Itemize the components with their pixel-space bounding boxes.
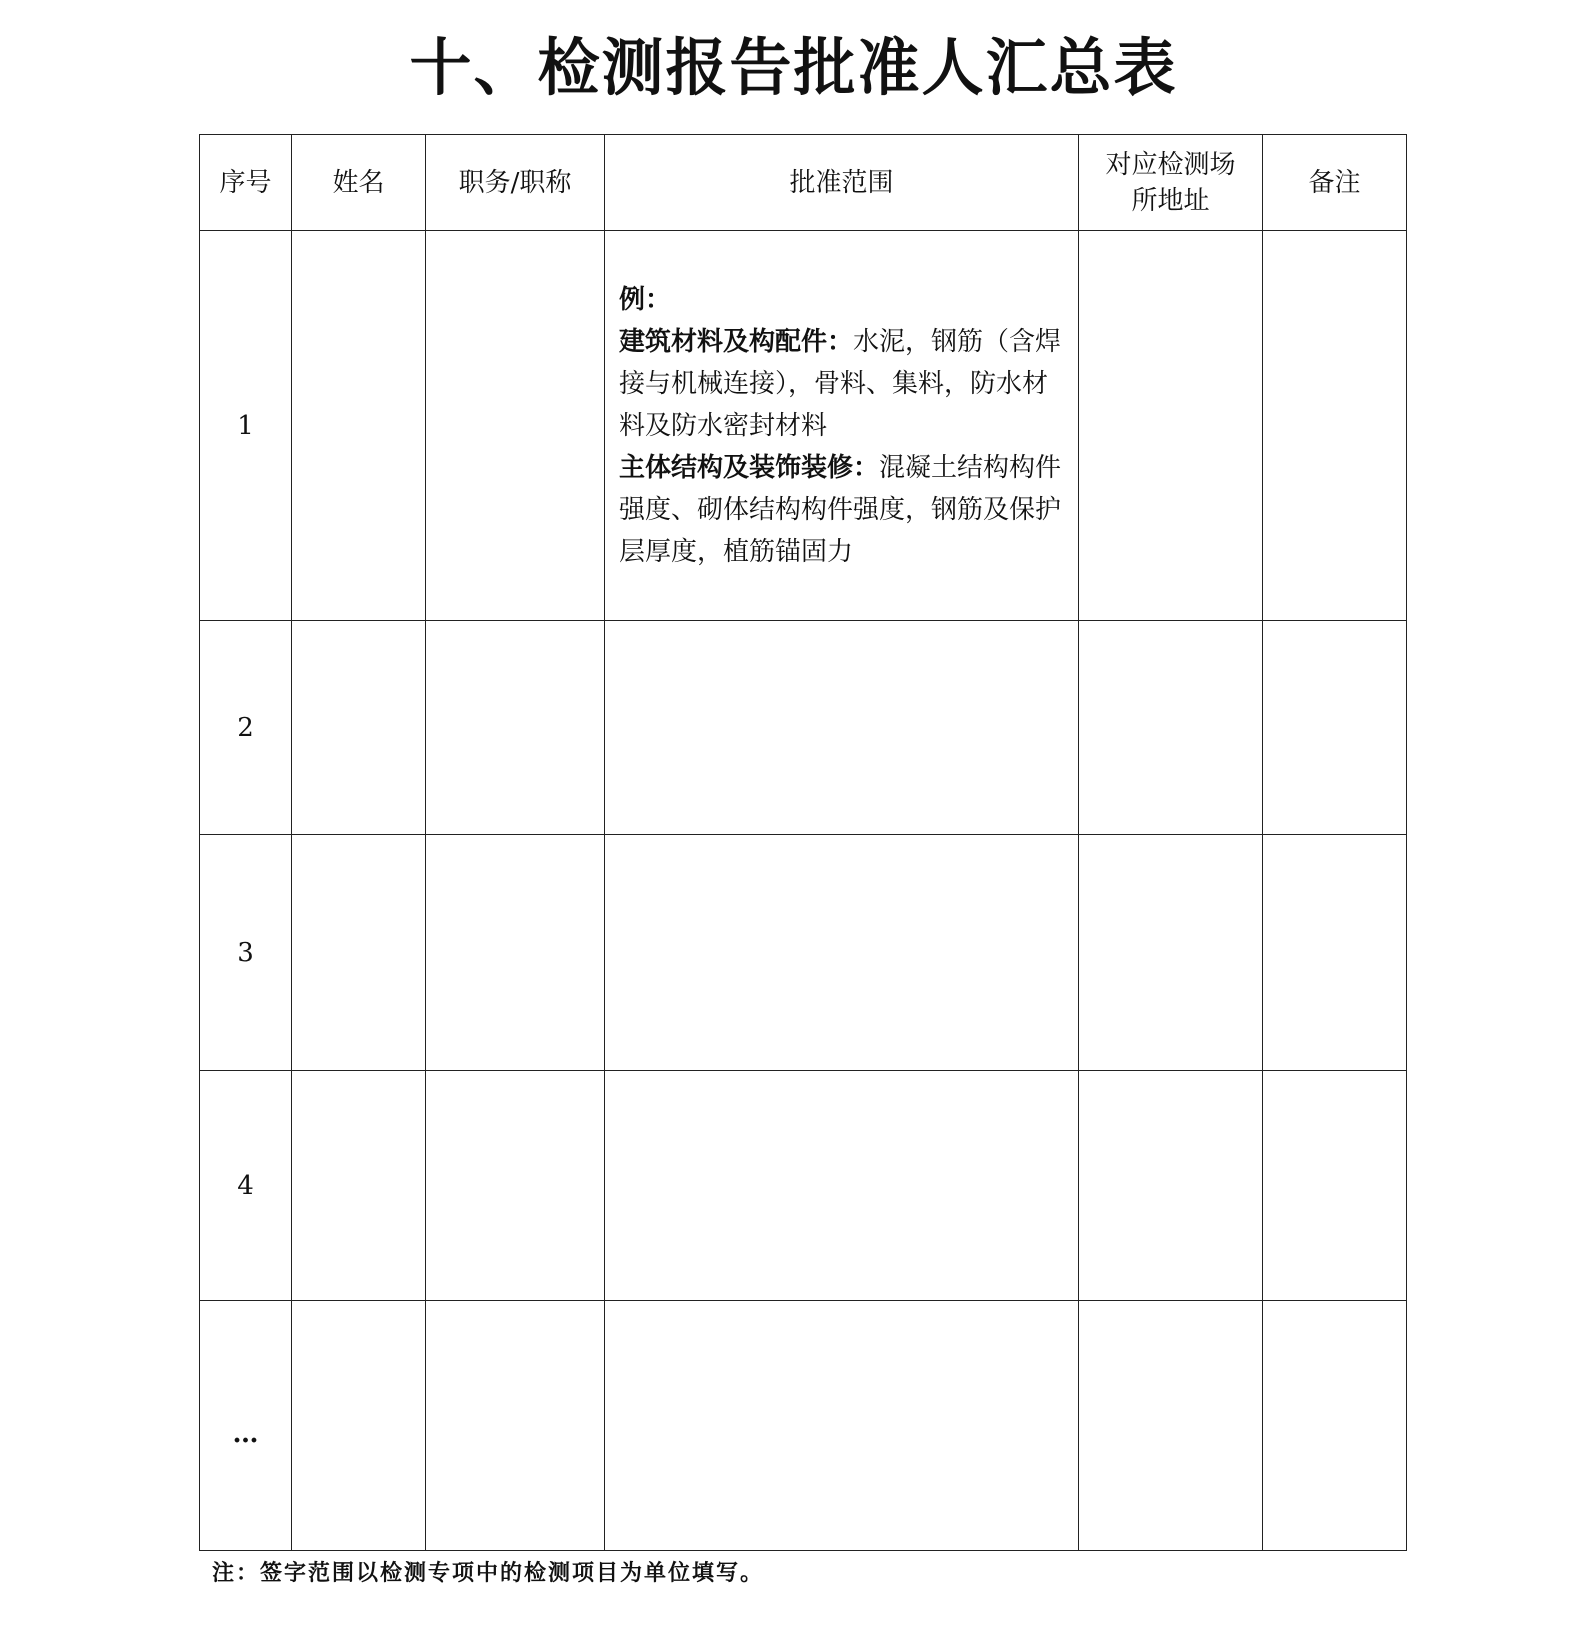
row-name-cell[interactable]	[292, 1301, 426, 1551]
table-header-row	[200, 135, 1407, 231]
row-scope-cell[interactable]	[605, 1301, 1079, 1551]
table-row	[200, 621, 1407, 835]
category-materials-label: 建筑材料及构配件：	[619, 326, 854, 357]
row-position-cell[interactable]	[426, 231, 605, 621]
approver-summary-table	[199, 134, 1407, 1551]
row-remarks-cell[interactable]	[1263, 231, 1407, 621]
row-name-cell[interactable]	[292, 1071, 426, 1301]
category-materials-text: 水泥，钢筋（含焊接与机械连接），骨料、集料，防水材料及防水密封材料	[619, 326, 1062, 441]
header-site-address	[1079, 135, 1263, 231]
row-position-cell[interactable]	[426, 835, 605, 1071]
row-site-cell[interactable]	[1079, 1071, 1263, 1301]
row-seq: 4	[200, 1071, 292, 1301]
row-scope-cell[interactable]	[605, 835, 1079, 1071]
footnote: 注：签字范围以检测专项中的检测项目为单位填写。	[212, 1560, 765, 1586]
row-remarks-cell[interactable]	[1263, 621, 1407, 835]
header-scope: 批准范围	[605, 135, 1079, 231]
table-row	[200, 1301, 1407, 1551]
category-structure-label: 主体结构及装饰装修：	[619, 452, 880, 483]
row-scope-cell[interactable]	[605, 1071, 1079, 1301]
row-seq: 3	[200, 835, 292, 1071]
table-row	[200, 835, 1407, 1071]
row-site-cell[interactable]	[1079, 1301, 1263, 1551]
header-name: 姓名	[292, 135, 426, 231]
row-remarks-cell[interactable]	[1263, 1071, 1407, 1301]
header-site-line1: 对应检测场	[1105, 149, 1236, 180]
header-remarks: 备注	[1263, 135, 1407, 231]
row-position-cell[interactable]	[426, 1071, 605, 1301]
header-position: 职务/职称	[426, 135, 605, 231]
row-seq: 2	[200, 621, 292, 835]
row-scope-cell[interactable]	[605, 231, 1079, 621]
example-label: 例：	[619, 284, 672, 315]
table-row	[200, 231, 1407, 621]
row-seq: …	[232, 1418, 259, 1449]
table-row	[200, 1071, 1407, 1301]
header-site-line2: 所地址	[1131, 185, 1210, 216]
row-seq: 1	[200, 231, 292, 621]
scope-example	[619, 279, 1064, 573]
header-seq: 序号	[200, 135, 292, 231]
row-seq-ellipsis-cell	[200, 1301, 292, 1551]
row-position-cell[interactable]	[426, 1301, 605, 1551]
category-structure-text: 混凝土结构构件强度、砌体结构构件强度，钢筋及保护层厚度，植筋锚固力	[619, 452, 1062, 567]
row-site-cell[interactable]	[1079, 231, 1263, 621]
row-site-cell[interactable]	[1079, 621, 1263, 835]
row-remarks-cell[interactable]	[1263, 835, 1407, 1071]
row-site-cell[interactable]	[1079, 835, 1263, 1071]
row-scope-cell[interactable]	[605, 621, 1079, 835]
row-name-cell[interactable]	[292, 231, 426, 621]
row-name-cell[interactable]	[292, 835, 426, 1071]
row-position-cell[interactable]	[426, 621, 605, 835]
row-name-cell[interactable]	[292, 621, 426, 835]
page-title: 十、检测报告批准人汇总表	[409, 31, 1178, 104]
row-remarks-cell[interactable]	[1263, 1301, 1407, 1551]
